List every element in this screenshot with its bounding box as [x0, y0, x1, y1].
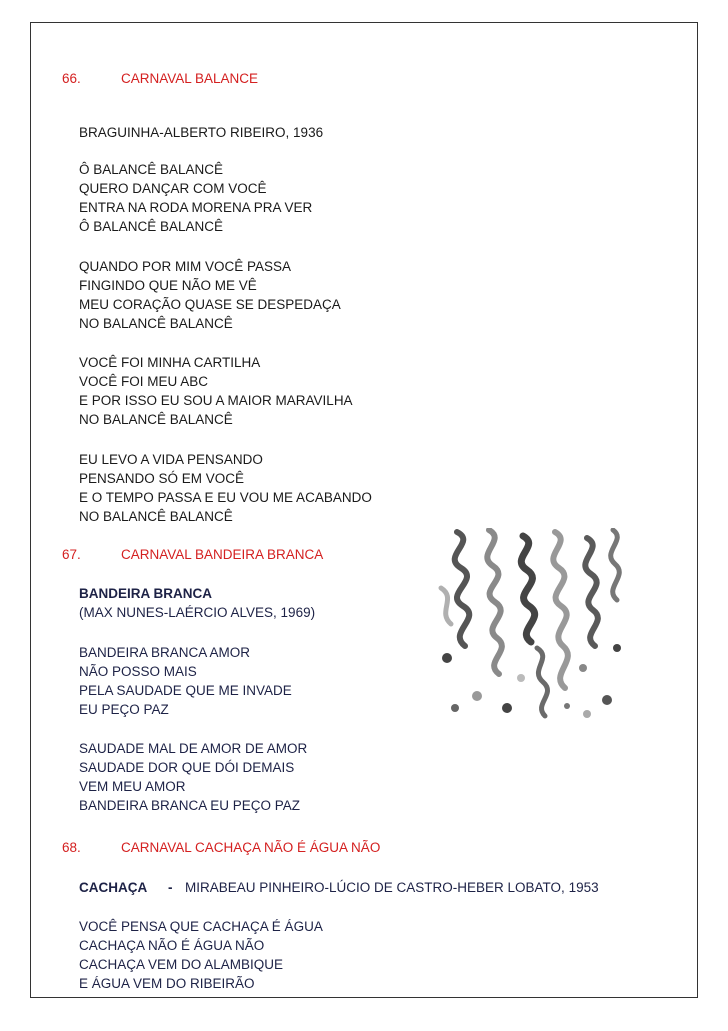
song-66-number: 66. [62, 71, 81, 86]
song-68-dash: - [168, 880, 173, 895]
lyric-line: EU PEÇO PAZ [79, 702, 169, 717]
lyric-line: Ô BALANCÊ BALANCÊ [79, 162, 224, 177]
lyric-line: NO BALANCÊ BALANCÊ [79, 316, 233, 331]
lyric-line: CACHAÇA NÃO É ÁGUA NÃO [79, 938, 265, 953]
lyric-line: VOCÊ FOI MEU ABC [79, 374, 209, 389]
lyric-line: QUANDO POR MIM VOCÊ PASSA [79, 259, 292, 274]
lyric-line: NO BALANCÊ BALANCÊ [79, 509, 233, 524]
lyric-line: VOCÊ PENSA QUE CACHAÇA É ÁGUA [79, 919, 323, 934]
lyric-line: PELA SAUDADE QUE ME INVADE [79, 683, 292, 698]
lyric-line: ENTRA NA RODA MORENA PRA VER [79, 200, 313, 215]
lyric-line: QUERO DANÇAR COM VOCÊ [79, 181, 267, 196]
lyric-line: BANDEIRA BRANCA EU PEÇO PAZ [79, 798, 301, 813]
song-67-number: 67. [62, 547, 81, 562]
song-67-title: CARNAVAL BANDEIRA BRANCA [121, 547, 324, 562]
song-66-title: CARNAVAL BALANCE [121, 71, 259, 86]
song-66-credit: BRAGUINHA-ALBERTO RIBEIRO, 1936 [79, 125, 324, 140]
lyric-line: NÃO POSSO MAIS [79, 664, 197, 679]
lyric-line: E POR ISSO EU SOU A MAIOR MARAVILHA [79, 393, 353, 408]
lyric-line: MEU CORAÇÃO QUASE SE DESPEDAÇA [79, 297, 341, 312]
lyric-line: EU LEVO A VIDA PENSANDO [79, 452, 263, 467]
lyric-line: E ÁGUA VEM DO RIBEIRÃO [79, 976, 255, 991]
streamers-illustration [437, 528, 627, 720]
lyric-line: SAUDADE MAL DE AMOR DE AMOR [79, 741, 308, 756]
lyric-line: SAUDADE DOR QUE DÓI DEMAIS [79, 760, 295, 775]
lyric-line: CACHAÇA VEM DO ALAMBIQUE [79, 957, 284, 972]
song-67-credit: (MAX NUNES-LAÉRCIO ALVES, 1969) [79, 605, 316, 620]
lyric-line: VOCÊ FOI MINHA CARTILHA [79, 355, 261, 370]
song-68-title: CARNAVAL CACHAÇA NÃO É ÁGUA NÃO [121, 840, 381, 855]
lyric-line: FINGINDO QUE NÃO ME VÊ [79, 278, 257, 293]
lyric-line: PENSANDO SÓ EM VOCÊ [79, 471, 245, 486]
song-68-subtitle: CACHAÇA [79, 880, 148, 895]
lyric-line: Ô BALANCÊ BALANCÊ [79, 219, 224, 234]
lyric-line: NO BALANCÊ BALANCÊ [79, 412, 233, 427]
song-68-credit: MIRABEAU PINHEIRO-LÚCIO DE CASTRO-HEBER LOBATO, 1953 [185, 880, 599, 895]
song-68-number: 68. [62, 840, 81, 855]
lyric-line: VEM MEU AMOR [79, 779, 186, 794]
lyric-line: E O TEMPO PASSA E EU VOU ME ACABANDO [79, 490, 372, 505]
song-67-subtitle: BANDEIRA BRANCA [79, 586, 212, 601]
lyric-line: BANDEIRA BRANCA AMOR [79, 645, 251, 660]
